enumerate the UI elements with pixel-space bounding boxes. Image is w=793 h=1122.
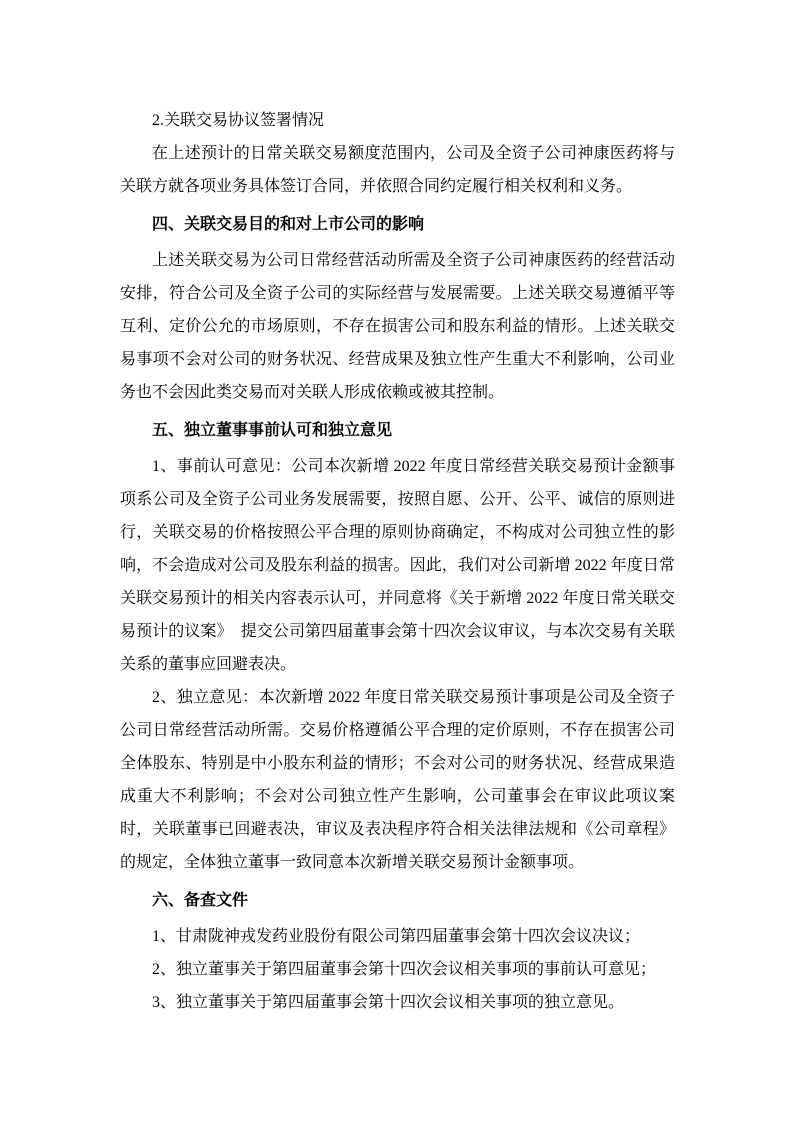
- list-item: 3、独立董事关于第四届董事会第十四次会议相关事项的独立意见。: [152, 994, 625, 1011]
- section-heading-5: 五、独立董事事前认可和独立意见: [152, 422, 393, 439]
- list-item: 1、甘肃陇神戎发药业股份有限公司第四届董事会第十四次会议决议；: [152, 928, 641, 945]
- subsection-title: 2.关联交易协议签署情况: [152, 112, 325, 129]
- section-heading-6: 六、备查文件: [152, 892, 249, 909]
- paragraph: 1、事前认可意见：公司本次新增 2022 年度日常经营关联交易预计金额事项系公司及全资子公司业务发展需要，按照自愿、公开、公平、诚信的原则进行，关联交易的价格按照公平合理的原则协商确定，不构成对公司独立性的影响，不会造成对公司及股东利益的损害。因此，我们对公司新增 2022 年度日常关联交易预计的相关内容表示认可，并同意将《关于新增 2022 年度日常关联交易预计的议案》 提交公司第四届董事会第十四次会议审议，与本次交易有关联关系的董事应回避表决。: [120, 458, 675, 673]
- paragraph: 在上述预计的日常关联交易额度范围内，公司及全资子公司神康医药将与关联方就各项业务具体签订合同，并依照合同约定履行相关权利和义务。: [120, 145, 675, 195]
- paragraph: 2、独立意见：本次新增 2022 年度日常关联交易预计事项是公司及全资子公司日常经营活动所需。交易价格遵循公平合理的定价原则，不存在损害公司全体股东、特别是中小股东利益的情形；不会对公司的财务状况、经营成果造成重大不利影响；不会对公司独立性产生影响，公司董事会在审议此项议案时，关联董事已回避表决，审议及表决程序符合相关法律法规和《公司章程》的规定，全体独立董事一致同意本次新增关联交易预计金额事项。: [120, 689, 675, 871]
- section-heading-4: 四、关联交易目的和对上市公司的影响: [152, 216, 425, 233]
- list-item: 2、独立董事关于第四届董事会第十四次会议相关事项的事前认可意见；: [152, 961, 657, 978]
- paragraph: 上述关联交易为公司日常经营活动所需及全资子公司神康医药的经营活动安排，符合公司及全资子公司的实际经营与发展需要。上述关联交易遵循平等互利、定价公允的市场原则，不存在损害公司和股东利益的情形。上述关联交易事项不会对公司的财务状况、经营成果及独立性产生重大不利影响，公司业务也不会因此类交易而对关联人形成依赖或被其控制。: [120, 252, 675, 401]
